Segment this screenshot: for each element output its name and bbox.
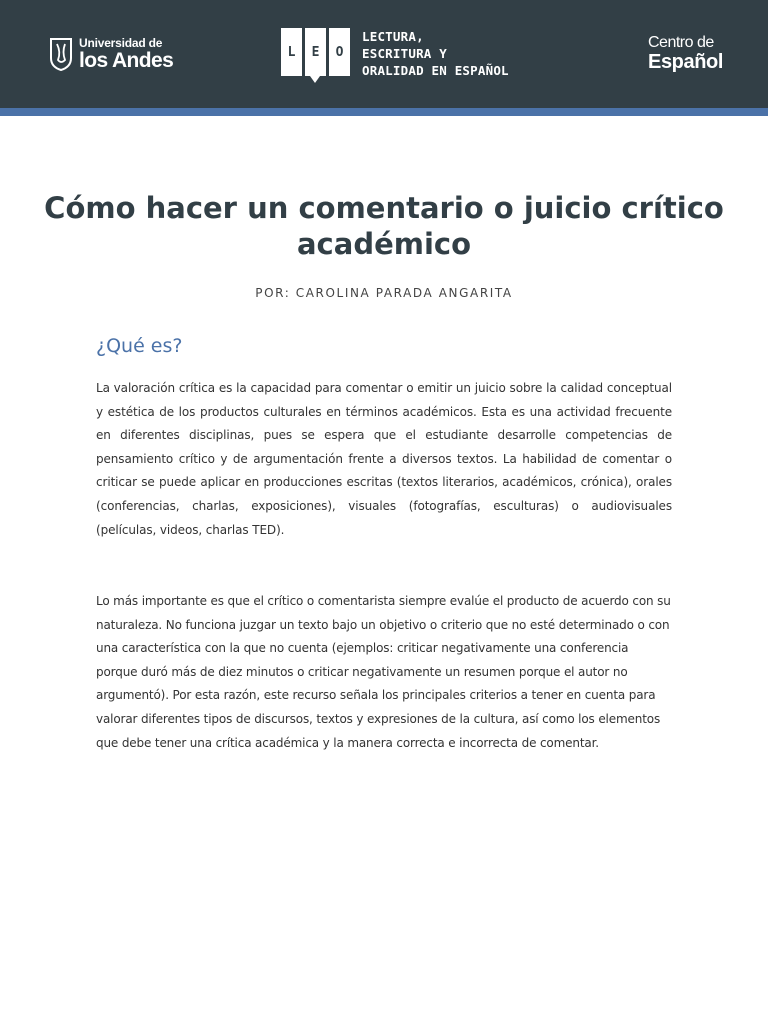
leo-letter-boxes: [281, 28, 350, 76]
leo-letter-e-text: E: [311, 44, 320, 60]
leo-logo-line3: ORALIDAD EN ESPAÑOL: [362, 63, 509, 78]
leo-letter-e: [305, 28, 326, 76]
leo-letter-o: O: [329, 28, 350, 76]
uniandes-logo: [47, 36, 173, 72]
leo-logo: [281, 28, 509, 79]
leo-logo-line1: LECTURA,: [362, 29, 424, 44]
body-paragraph-2: Lo más importante es que el crítico o comentarista siempre evalúe el producto de acuerdo con su naturaleza. No funciona juzgar un texto bajo un objetivo o criterio que no esté determinado o con una característica con la que no cuenta (ejemplos: criticar negativamente una conferencia porque duró más de diez minutos o criticar negativamente un resumen porque el autor no argumentó). Por esta razón, este recurso señala los principales criterios a tener en cuenta para valorar diferentes tipos de discursos, textos y expresiones de la cultura, así como los elementos que debe tener una crítica académica y la manera correcta e incorrecta de comentar.: [96, 594, 671, 750]
uniandes-logo-line1: Universidad de: [79, 36, 163, 50]
author-byline: POR: CAROLINA PARADA ANGARITA: [255, 286, 513, 300]
uniandes-logo-line2: los Andes: [79, 49, 174, 72]
section-heading: ¿Qué es?: [96, 335, 183, 357]
centro-logo-line2: Español: [648, 51, 723, 73]
leo-logo-line2: ESCRITURA Y: [362, 46, 447, 61]
leo-letter-l: L: [281, 28, 302, 76]
centro-espanol-logo: [648, 35, 723, 72]
leo-logo-text: [362, 28, 509, 79]
header-accent-stripe: [0, 108, 768, 116]
document-title: Cómo hacer un comentario o juicio crítico académico: [44, 191, 724, 261]
body-paragraph-1: La valoración crítica es la capacidad para comentar o emitir un juicio sobre la calidad conceptual y estética de los productos culturales en términos académicos. Esta es una actividad frecuente en diferentes disciplinas, pues se espera que el estudiante desarrolle competencias de pensamiento crítico y de argumentación frente a diversos textos. La habilidad de comentar o criticar se puede aplicar en producciones escritas (textos literarios, académicos, crónica), orales (conferencias, charlas, exposiciones), visuales (fotografías, esculturas) o audiovisuales (películas, videos, charlas TED).: [96, 381, 672, 537]
uniandes-seal-icon: [47, 36, 75, 72]
centro-logo-line1: Centro de: [648, 34, 714, 51]
page-header: [0, 0, 768, 108]
speech-pointer-icon: [310, 76, 320, 83]
